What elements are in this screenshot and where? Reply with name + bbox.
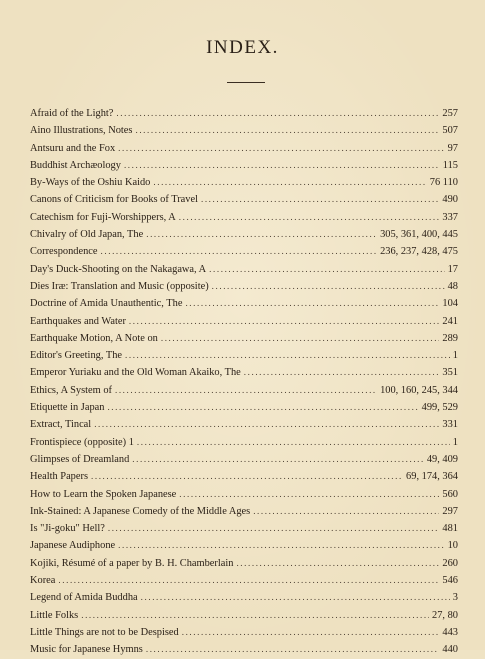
title-rule (227, 82, 265, 83)
entry-pages: 3 (452, 592, 458, 604)
dot-leader (132, 451, 424, 468)
index-entry (30, 555, 458, 572)
index-entry (30, 347, 458, 364)
index-entry (30, 624, 458, 641)
entry-title: Antsuru and the Fox (30, 142, 116, 154)
entry-title: Little Things are not to be Despised (30, 626, 179, 638)
dot-leader (185, 295, 439, 312)
index-entry (30, 105, 458, 122)
entry-pages: 10 (447, 540, 458, 552)
dot-leader (253, 503, 439, 520)
entry-pages: 560 (442, 488, 458, 500)
entry-title: How to Learn the Spoken Japanese (30, 488, 177, 500)
dot-leader (141, 589, 450, 606)
index-entry (30, 468, 458, 485)
dot-leader (209, 261, 444, 278)
entry-title: Day's Duck-Shooting on the Nakagawa, A (30, 263, 207, 275)
entry-pages: 104 (442, 298, 458, 310)
entry-pages: 507 (442, 125, 458, 137)
index-entry (30, 451, 458, 468)
entry-pages: 546 (442, 575, 458, 587)
dot-leader (118, 140, 444, 157)
entry-title: Ethics, A System of (30, 384, 112, 396)
index-entry (30, 486, 458, 503)
dot-leader (81, 607, 429, 624)
dot-leader (129, 313, 439, 330)
index-entry (30, 226, 458, 243)
entry-title: Is "Ji-goku" Hell? (30, 523, 105, 535)
entry-pages: 440 (442, 644, 458, 656)
dot-leader (124, 157, 440, 174)
entry-title: Editor's Greeting, The (30, 350, 122, 362)
index-entry (30, 209, 458, 226)
index-entry (30, 122, 458, 139)
dot-leader (244, 364, 440, 381)
index-entry (30, 520, 458, 537)
dot-leader (116, 105, 439, 122)
index-entry (30, 191, 458, 208)
index-entry (30, 503, 458, 520)
entry-title: Legend of Amida Buddha (30, 592, 138, 604)
entry-title: Health Papers (30, 471, 88, 483)
dot-leader (182, 624, 440, 641)
entry-title: Aino Illustrations, Notes (30, 125, 133, 137)
entry-title: By-Ways of the Oshiu Kaido (30, 177, 151, 189)
entry-pages: 490 (442, 194, 458, 206)
dot-leader (107, 399, 418, 416)
index-entry (30, 589, 458, 606)
entry-pages: 337 (442, 211, 458, 223)
entry-title: Kojiki, Résumé of a paper by B. H. Chamberlain (30, 557, 234, 569)
index-entry (30, 140, 458, 157)
entry-title: Chivalry of Old Japan, The (30, 229, 144, 241)
entry-pages: 481 (442, 523, 458, 535)
entry-pages: 1 (452, 350, 458, 362)
entry-title: Frontispiece (opposite) 1 (30, 436, 134, 448)
entry-title: Buddhist Archæology (30, 159, 121, 171)
entry-title: Afraid of the Light? (30, 108, 114, 119)
entry-pages: 257 (442, 108, 458, 119)
dot-leader (115, 382, 377, 399)
dot-leader (135, 122, 439, 139)
entry-pages: 1 (452, 436, 458, 448)
entry-title: Catechism for Fuji-Worshippers, A (30, 211, 176, 223)
entry-pages: 48 (447, 280, 458, 292)
dot-leader (58, 572, 439, 589)
dot-leader (201, 191, 439, 208)
entry-title: Dies Iræ: Translation and Music (opposite) (30, 280, 209, 292)
entry-pages: 351 (442, 367, 458, 379)
entry-title: Extract, Tincal (30, 419, 92, 431)
entry-pages: 17 (447, 263, 458, 275)
index-entry (30, 416, 458, 433)
entry-title: Japanese Audiphone (30, 540, 116, 552)
dot-leader (101, 243, 378, 260)
index-entry (30, 261, 458, 278)
entry-pages: 297 (442, 505, 458, 517)
entry-title: Music for Japanese Hymns (30, 644, 143, 656)
dot-leader (146, 226, 377, 243)
entry-title: Little Folks (30, 609, 79, 621)
index-list (30, 105, 458, 659)
entry-pages: 305, 361, 400, 445 (380, 229, 458, 241)
dot-leader (125, 347, 450, 364)
entry-title: Canons of Criticism for Books of Travel (30, 194, 198, 206)
index-entry (30, 434, 458, 451)
entry-title: Glimpses of Dreamland (30, 453, 130, 465)
dot-leader (91, 468, 403, 485)
entry-title: Earthquakes and Water (30, 315, 126, 327)
dot-leader (161, 330, 440, 347)
entry-pages: 331 (442, 419, 458, 431)
index-entry (30, 243, 458, 260)
entry-pages: 97 (447, 142, 458, 154)
page-title: INDEX. (206, 37, 279, 58)
entry-pages: 100, 160, 245, 344 (380, 384, 458, 396)
dot-leader (179, 209, 440, 226)
index-entry (30, 537, 458, 554)
index-entry (30, 157, 458, 174)
entry-pages: 115 (442, 159, 458, 171)
index-entry (30, 572, 458, 589)
entry-title: Ink-Stained: A Japanese Comedy of the Middle Ages (30, 505, 251, 517)
entry-title: Correspondence (30, 246, 98, 258)
index-entry (30, 382, 458, 399)
index-entry (30, 174, 458, 191)
dot-leader (137, 434, 450, 451)
entry-pages: 241 (442, 315, 458, 327)
entry-pages: 49, 409 (426, 453, 458, 465)
entry-title: Korea (30, 575, 56, 587)
entry-pages: 260 (442, 557, 458, 569)
entry-pages: 76 110 (429, 177, 458, 189)
entry-pages: 289 (442, 332, 458, 344)
dot-leader (94, 416, 439, 433)
entry-pages: 69, 174, 364 (406, 471, 458, 483)
dot-leader (118, 537, 444, 554)
index-entry (30, 364, 458, 381)
entry-pages: 27, 80 (432, 609, 458, 621)
entry-title: Etiquette in Japan (30, 402, 105, 414)
index-entry (30, 607, 458, 624)
index-entry (30, 295, 458, 312)
index-entry (30, 399, 458, 416)
entry-pages: 443 (442, 626, 458, 638)
index-entry (30, 330, 458, 347)
dot-leader (179, 486, 439, 503)
index-entry (30, 313, 458, 330)
dot-leader (153, 174, 426, 191)
entry-title: Doctrine of Amida Unauthentic, The (30, 298, 183, 310)
index-entry (30, 278, 458, 295)
entry-title: Earthquake Motion, A Note on (30, 332, 158, 344)
entry-title: Emperor Yuriaku and the Old Woman Akaiko, The (30, 367, 241, 379)
dot-leader (108, 520, 440, 537)
entry-pages: 499, 529 (421, 402, 458, 414)
dot-leader (236, 555, 439, 572)
dot-leader (212, 278, 445, 295)
entry-pages: 236, 237, 428, 475 (380, 246, 458, 258)
